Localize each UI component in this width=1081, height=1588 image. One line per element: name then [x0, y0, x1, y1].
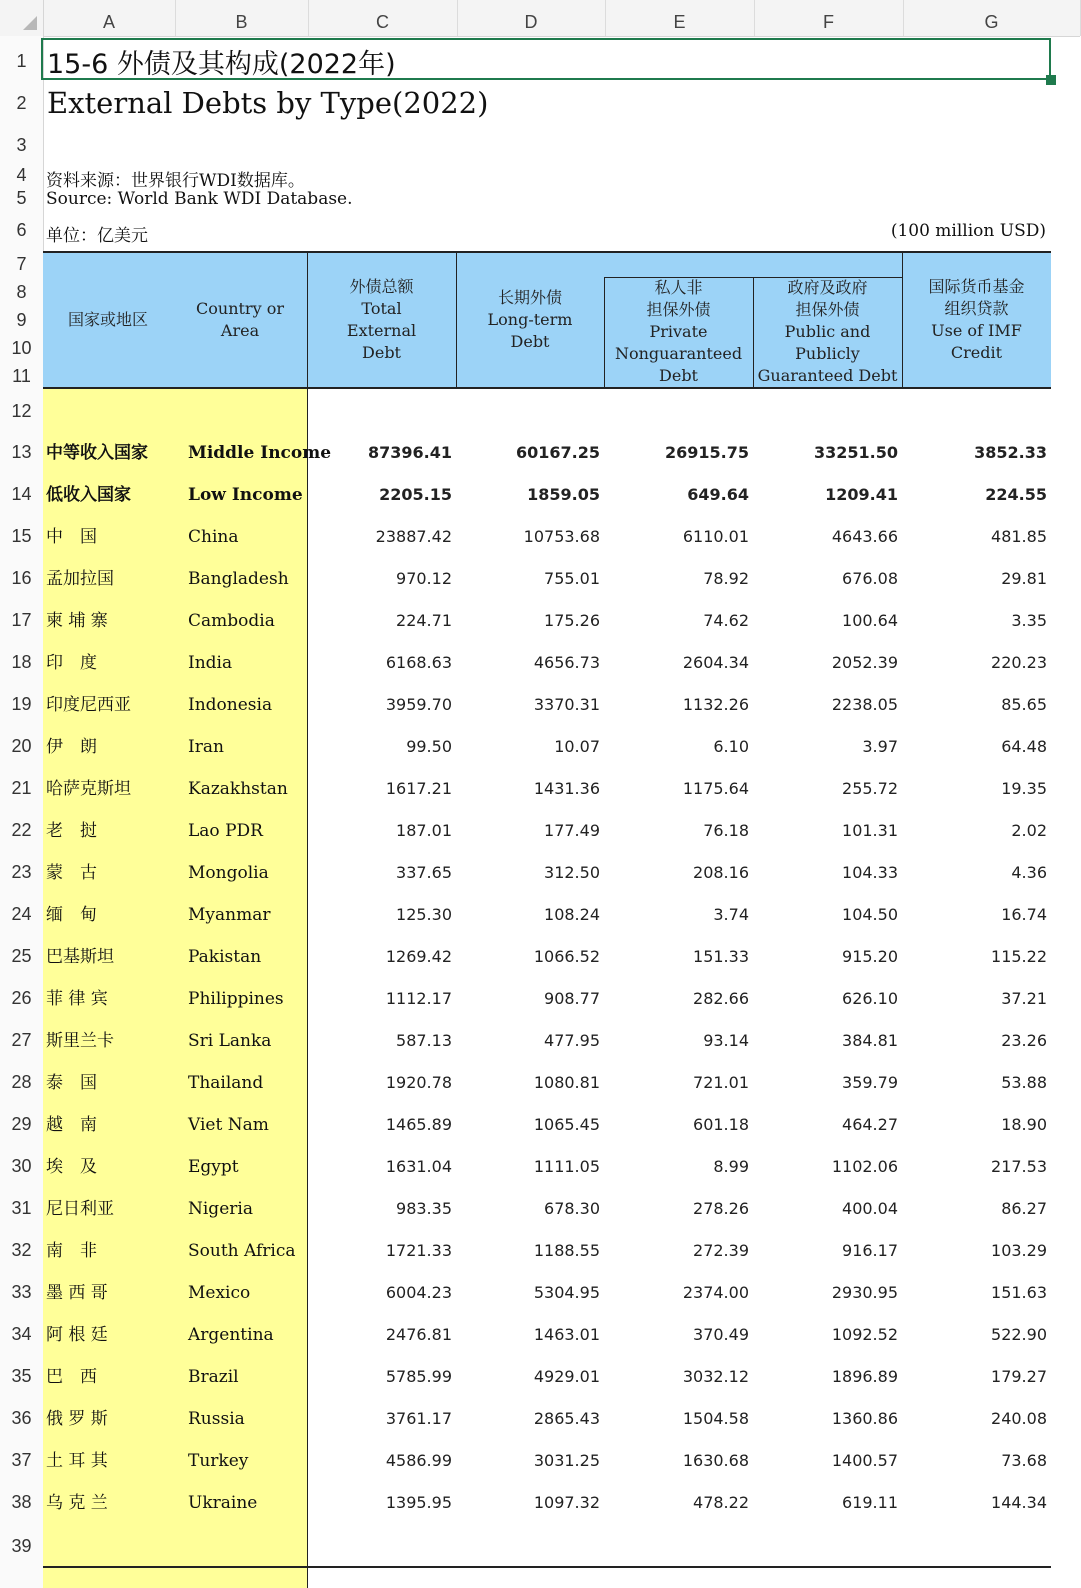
cell-value[interactable]: 1065.45	[533, 1115, 600, 1134]
cell-value[interactable]: 74.62	[703, 611, 749, 630]
cell-value[interactable]: 1269.42	[385, 947, 452, 966]
cell-value[interactable]: 151.63	[991, 1283, 1047, 1302]
header-public-debt: 政府及政府 担保外债 Public and Publicly Guaranteed Debt	[757, 278, 898, 385]
table-row	[43, 1104, 1051, 1146]
cell-country-cn[interactable]: 尼日利亚	[46, 1199, 114, 1219]
cell-country-en[interactable]: Myanmar	[188, 905, 271, 925]
cell-country-cn[interactable]: 印 度	[46, 653, 97, 673]
cell-value[interactable]: 481.85	[991, 527, 1047, 546]
fill-handle[interactable]	[1046, 75, 1056, 85]
cell-country-en[interactable]: Turkey	[188, 1451, 249, 1471]
cell-value[interactable]: 1175.64	[682, 779, 749, 798]
cell-value[interactable]: 721.01	[693, 1073, 749, 1092]
cell-value[interactable]: 1465.89	[385, 1115, 452, 1134]
row-header-26[interactable]: 26	[11, 988, 32, 1008]
table-bottom-border	[43, 1566, 1051, 1568]
row-header-23[interactable]: 23	[11, 862, 32, 882]
cell-value[interactable]: 99.50	[406, 737, 452, 756]
cell-country-en[interactable]: Mexico	[188, 1283, 251, 1303]
row-header-19[interactable]: 19	[11, 694, 32, 714]
cell-value[interactable]: 4929.01	[533, 1367, 600, 1386]
cell-value[interactable]: 1617.21	[385, 779, 452, 798]
cell-value[interactable]: 1360.86	[831, 1409, 898, 1428]
table-row	[43, 1230, 1051, 1272]
header-long-term-debt: 长期外债 Long-term Debt	[487, 288, 573, 351]
cell-country-en[interactable]: Sri Lanka	[188, 1031, 272, 1051]
cell-value[interactable]: 1920.78	[385, 1073, 452, 1092]
cell-value[interactable]: 2476.81	[385, 1325, 452, 1344]
cell-country-cn[interactable]: 老 挝	[46, 821, 97, 841]
cell-value[interactable]: 23887.42	[375, 527, 452, 546]
table-row	[43, 936, 1051, 978]
cell-value[interactable]: 676.08	[842, 569, 898, 588]
cell-value[interactable]: 4586.99	[385, 1451, 452, 1470]
cell-value[interactable]: 78.92	[703, 569, 749, 588]
cell-value[interactable]: 1721.33	[385, 1241, 452, 1260]
table-row	[43, 894, 1051, 936]
cell-value[interactable]: 908.77	[544, 989, 600, 1008]
row-header-38[interactable]: 38	[11, 1492, 32, 1512]
cell-country-en[interactable]: China	[188, 527, 239, 547]
cell-value[interactable]: 2374.00	[682, 1283, 749, 1302]
cell-value[interactable]: 179.27	[991, 1367, 1047, 1386]
cell-value[interactable]: 2.02	[1011, 821, 1047, 840]
cell-value[interactable]: 755.01	[544, 569, 600, 588]
cell-value[interactable]: 3959.70	[385, 695, 452, 714]
row-header-39[interactable]: 39	[11, 1536, 32, 1556]
row-header-6[interactable]: 6	[16, 220, 27, 240]
row-header-14[interactable]: 14	[11, 484, 32, 504]
cell-value[interactable]: 220.23	[991, 653, 1047, 672]
cell-value[interactable]: 6004.23	[385, 1283, 452, 1302]
header-total-debt: 外债总额 Total External Debt	[346, 277, 417, 362]
row-header-21[interactable]: 21	[11, 778, 32, 798]
cell-value[interactable]: 337.65	[396, 863, 452, 882]
cell-country-cn[interactable]: 斯里兰卡	[46, 1031, 114, 1051]
table-row	[43, 1062, 1051, 1104]
header-divider	[456, 253, 457, 387]
cell-value[interactable]: 464.27	[842, 1115, 898, 1134]
cell-value[interactable]: 86.27	[1001, 1199, 1047, 1218]
cell-country-cn[interactable]: 乌 克 兰	[46, 1493, 108, 1513]
table-row	[43, 726, 1051, 768]
row-header-22[interactable]: 22	[11, 820, 32, 840]
cell-country-cn[interactable]: 孟加拉国	[46, 569, 114, 589]
cell-value[interactable]: 10.07	[554, 737, 600, 756]
table-row	[43, 1272, 1051, 1314]
cell-country-cn[interactable]: 越 南	[46, 1115, 97, 1135]
cell-value[interactable]: 1400.57	[831, 1451, 898, 1470]
cell-value[interactable]: 26915.75	[664, 443, 749, 462]
header-divider	[604, 277, 605, 387]
cell-country-en[interactable]: Ukraine	[188, 1493, 258, 1513]
cell-value[interactable]: 115.22	[991, 947, 1047, 966]
header-divider	[307, 253, 308, 387]
row-header-25[interactable]: 25	[11, 946, 32, 966]
cell-country-cn[interactable]: 墨 西 哥	[46, 1283, 108, 1303]
cell-value[interactable]: 3761.17	[385, 1409, 452, 1428]
row-header-12[interactable]: 12	[11, 401, 32, 421]
cell-value[interactable]: 175.26	[544, 611, 600, 630]
table-row	[43, 810, 1051, 852]
table-row	[43, 768, 1051, 810]
cell-value[interactable]: 104.33	[842, 863, 898, 882]
cell-country-en[interactable]: Bangladesh	[188, 569, 289, 589]
title-english: External Debts by Type(2022)	[47, 86, 489, 120]
cell-value[interactable]: 23.26	[1001, 1031, 1047, 1050]
column-header-e[interactable]: E	[605, 0, 755, 36]
cell-value[interactable]: 1092.52	[831, 1325, 898, 1344]
cell-value[interactable]: 1080.81	[533, 1073, 600, 1092]
table-row	[43, 1440, 1051, 1482]
cell-value[interactable]: 1132.26	[682, 695, 749, 714]
row-header-15[interactable]: 15	[11, 526, 32, 546]
header-private-debt: 私人非 担保外债 Private Nonguaranteed Debt	[614, 278, 743, 385]
cell-country-en[interactable]: Nigeria	[188, 1199, 253, 1219]
cell-value[interactable]: 1188.55	[533, 1241, 600, 1260]
cell-value[interactable]: 151.33	[693, 947, 749, 966]
cell-value[interactable]: 477.95	[544, 1031, 600, 1050]
cell-value[interactable]: 2238.05	[831, 695, 898, 714]
row-header-18[interactable]: 18	[11, 652, 32, 672]
cell-value[interactable]: 187.01	[396, 821, 452, 840]
cell-country-cn[interactable]: 土 耳 其	[46, 1451, 108, 1471]
cell-country-cn[interactable]: 埃 及	[46, 1157, 97, 1177]
cell-country-en[interactable]: Indonesia	[188, 695, 273, 715]
cell-country-cn[interactable]: 柬 埔 寨	[46, 611, 108, 631]
row-header-3[interactable]: 3	[16, 135, 27, 155]
source-chinese: 资料来源：世界银行WDI数据库。	[46, 171, 305, 191]
cell-country-en[interactable]: India	[188, 653, 233, 673]
cell-value[interactable]: 224.71	[396, 611, 452, 630]
cell-value[interactable]: 4.36	[1011, 863, 1047, 882]
row-header-36[interactable]: 36	[11, 1408, 32, 1428]
cell-value[interactable]: 87396.41	[367, 443, 452, 462]
cell-country-en[interactable]: Pakistan	[188, 947, 262, 967]
cell-value[interactable]: 3370.31	[533, 695, 600, 714]
row-header-20[interactable]: 20	[11, 736, 32, 756]
cell-value[interactable]: 370.49	[693, 1325, 749, 1344]
row-header-28[interactable]: 28	[11, 1072, 32, 1092]
cell-value[interactable]: 619.11	[842, 1493, 898, 1512]
cell-value[interactable]: 144.34	[991, 1493, 1047, 1512]
row-header-35[interactable]: 35	[11, 1366, 32, 1386]
cell-country-en[interactable]: Low Income	[188, 485, 303, 505]
table-row	[43, 1188, 1051, 1230]
table-row	[43, 600, 1051, 642]
row-header-4[interactable]: 4	[16, 165, 27, 185]
cell-value[interactable]: 1859.05	[527, 485, 600, 504]
column-header-g[interactable]: G	[903, 0, 1081, 36]
cell-country-en[interactable]: Iran	[188, 737, 224, 757]
cell-country-cn[interactable]: 俄 罗 斯	[46, 1409, 108, 1429]
column-header-f[interactable]: F	[754, 0, 904, 36]
cell-value[interactable]: 1097.32	[533, 1493, 600, 1512]
cell-country-cn[interactable]: 伊 朗	[46, 737, 97, 757]
table-row	[43, 1356, 1051, 1398]
cell-country-cn[interactable]: 低收入国家	[46, 485, 131, 505]
cell-value[interactable]: 359.79	[842, 1073, 898, 1092]
row-header-11[interactable]: 11	[12, 366, 31, 386]
cell-value[interactable]: 53.88	[1001, 1073, 1047, 1092]
table-row	[43, 1146, 1051, 1188]
row-header-1[interactable]: 1	[16, 51, 27, 71]
cell-country-cn[interactable]: 巴 西	[46, 1367, 97, 1387]
cell-value[interactable]: 3.97	[862, 737, 898, 756]
unit-english: (100 million USD)	[890, 221, 1046, 241]
cell-value[interactable]: 101.31	[842, 821, 898, 840]
cell-value[interactable]: 1631.04	[385, 1157, 452, 1176]
cell-value[interactable]: 103.29	[991, 1241, 1047, 1260]
cell-value[interactable]: 1463.01	[533, 1325, 600, 1344]
column-header-c[interactable]: C	[308, 0, 458, 36]
cell-country-cn[interactable]: 巴基斯坦	[46, 947, 114, 967]
cell-country-en[interactable]: Philippines	[188, 989, 284, 1009]
row-header-27[interactable]: 27	[11, 1030, 32, 1050]
cell-value[interactable]: 224.55	[985, 485, 1047, 504]
table-row	[43, 474, 1051, 516]
cell-country-cn[interactable]: 蒙 古	[46, 863, 97, 883]
cell-value[interactable]: 4656.73	[533, 653, 600, 672]
row-header-30[interactable]: 30	[11, 1156, 32, 1176]
cell-country-en[interactable]: Mongolia	[188, 863, 269, 883]
cell-value[interactable]: 587.13	[396, 1031, 452, 1050]
cell-value[interactable]: 1630.68	[682, 1451, 749, 1470]
cell-value[interactable]: 37.21	[1001, 989, 1047, 1008]
cell-value[interactable]: 6.10	[713, 737, 749, 756]
row-header-5[interactable]: 5	[16, 188, 27, 208]
cell-country-cn[interactable]: 缅 甸	[46, 905, 97, 925]
cell-value[interactable]: 104.50	[842, 905, 898, 924]
cell-value[interactable]: 1209.41	[825, 485, 898, 504]
cell-country-en[interactable]: Cambodia	[188, 611, 275, 631]
row-header-34[interactable]: 34	[11, 1324, 32, 1344]
row-header-13[interactable]: 13	[11, 442, 32, 462]
cell-value[interactable]: 1102.06	[831, 1157, 898, 1176]
cell-value[interactable]: 1395.95	[385, 1493, 452, 1512]
row-header-10[interactable]: 10	[11, 338, 32, 358]
cell-country-cn[interactable]: 泰 国	[46, 1073, 97, 1093]
row-header-17[interactable]: 17	[11, 610, 32, 630]
row-header-32[interactable]: 32	[11, 1240, 32, 1260]
cell-value[interactable]: 240.08	[991, 1409, 1047, 1428]
select-all-icon	[23, 16, 37, 30]
cell-value[interactable]: 6110.01	[682, 527, 749, 546]
cell-value[interactable]: 108.24	[544, 905, 600, 924]
cell-value[interactable]: 100.64	[842, 611, 898, 630]
table-row	[43, 642, 1051, 684]
column-header-b[interactable]: B	[175, 0, 309, 36]
cell-value[interactable]: 649.64	[687, 485, 749, 504]
cell-value[interactable]: 282.66	[693, 989, 749, 1008]
cell-value[interactable]: 3852.33	[974, 443, 1047, 462]
cell-country-cn[interactable]: 南 非	[46, 1241, 97, 1261]
header-imf-credit: 国际货币基金 组织贷款 Use of IMF Credit	[928, 277, 1025, 362]
row-header-7[interactable]: 7	[16, 254, 27, 274]
cell-value[interactable]: 5304.95	[533, 1283, 600, 1302]
cell-value[interactable]: 3031.25	[533, 1451, 600, 1470]
table-row	[43, 978, 1051, 1020]
row-header-31[interactable]: 31	[11, 1198, 32, 1218]
row-header-29[interactable]: 29	[11, 1114, 32, 1134]
select-all-corner[interactable]	[0, 0, 44, 36]
cell-value[interactable]: 33251.50	[813, 443, 898, 462]
cell-value[interactable]: 400.04	[842, 1199, 898, 1218]
table-row	[43, 1314, 1051, 1356]
source-english: Source: World Bank WDI Database.	[46, 189, 353, 209]
cell-value[interactable]: 2930.95	[831, 1283, 898, 1302]
cell-value[interactable]: 1066.52	[533, 947, 600, 966]
cell-country-en[interactable]: Argentina	[188, 1325, 274, 1345]
cell-value[interactable]: 1504.58	[682, 1409, 749, 1428]
cell-country-en[interactable]: Brazil	[188, 1367, 239, 1387]
cell-country-en[interactable]: Kazakhstan	[188, 779, 288, 799]
column-header-a[interactable]: A	[43, 0, 176, 36]
row-header-24[interactable]: 24	[11, 904, 32, 924]
cell-value[interactable]: 2205.15	[379, 485, 452, 504]
cell-value[interactable]: 29.81	[1001, 569, 1047, 588]
cell-value[interactable]: 3.74	[713, 905, 749, 924]
cell-value[interactable]: 16.74	[1001, 905, 1047, 924]
header-country-en: Country or Area	[196, 299, 284, 340]
cell-value[interactable]: 1112.17	[385, 989, 452, 1008]
table-row	[43, 432, 1051, 474]
row-header-2[interactable]: 2	[16, 93, 27, 113]
cell-value[interactable]: 19.35	[1001, 779, 1047, 798]
cell-country-cn[interactable]: 阿 根 廷	[46, 1325, 108, 1345]
cell-country-en[interactable]: Viet Nam	[188, 1115, 269, 1135]
cell-value[interactable]: 76.18	[703, 821, 749, 840]
cell-value[interactable]: 208.16	[693, 863, 749, 882]
cell-country-en[interactable]: Middle Income	[188, 443, 332, 463]
cell-country-en[interactable]: South Africa	[188, 1241, 296, 1261]
unit-chinese: 单位：亿美元	[46, 226, 148, 246]
cell-value[interactable]: 916.17	[842, 1241, 898, 1260]
column-header-d[interactable]: D	[457, 0, 606, 36]
cell-country-en[interactable]: Thailand	[188, 1073, 264, 1093]
cell-value[interactable]: 6168.63	[385, 653, 452, 672]
table-row	[43, 516, 1051, 558]
cell-value[interactable]: 93.14	[703, 1031, 749, 1050]
table-row	[43, 852, 1051, 894]
cell-country-cn[interactable]: 中等收入国家	[46, 443, 148, 463]
cell-value[interactable]: 3.35	[1011, 611, 1047, 630]
header-divider	[902, 253, 903, 387]
cell-value[interactable]: 678.30	[544, 1199, 600, 1218]
row-header-8[interactable]: 8	[16, 282, 27, 302]
header-subgroup-line	[604, 277, 902, 278]
cell-value[interactable]: 10753.68	[523, 527, 600, 546]
cell-value[interactable]: 18.90	[1001, 1115, 1047, 1134]
cell-value[interactable]: 64.48	[1001, 737, 1047, 756]
cell-value[interactable]: 970.12	[396, 569, 452, 588]
row-header-16[interactable]: 16	[11, 568, 32, 588]
cell-country-cn[interactable]: 中 国	[46, 527, 97, 547]
cell-value[interactable]: 125.30	[396, 905, 452, 924]
cell-value[interactable]: 1431.36	[533, 779, 600, 798]
cell-value[interactable]: 255.72	[842, 779, 898, 798]
cell-country-en[interactable]: Lao PDR	[188, 821, 263, 841]
cell-value[interactable]: 1896.89	[831, 1367, 898, 1386]
cell-country-cn[interactable]: 菲 律 宾	[46, 989, 108, 1009]
cell-country-en[interactable]: Russia	[188, 1409, 245, 1429]
table-row	[43, 1020, 1051, 1062]
cell-value[interactable]: 626.10	[842, 989, 898, 1008]
cell-value[interactable]: 177.49	[544, 821, 600, 840]
cell-value[interactable]: 2052.39	[831, 653, 898, 672]
row-header-33[interactable]: 33	[11, 1282, 32, 1302]
table-row	[43, 684, 1051, 726]
cell-value[interactable]: 278.26	[693, 1199, 749, 1218]
table-row	[43, 1482, 1051, 1524]
cell-value[interactable]: 217.53	[991, 1157, 1047, 1176]
cell-value[interactable]: 915.20	[842, 947, 898, 966]
cell-value[interactable]: 312.50	[544, 863, 600, 882]
table-row	[43, 558, 1051, 600]
cell-value[interactable]: 1111.05	[533, 1157, 600, 1176]
cell-country-cn[interactable]: 哈萨克斯坦	[46, 779, 131, 799]
cell-value[interactable]: 3032.12	[682, 1367, 749, 1386]
cell-country-en[interactable]: Egypt	[188, 1157, 239, 1177]
title-chinese: 15-6 外债及其构成(2022年)	[47, 49, 396, 80]
cell-value[interactable]: 384.81	[842, 1031, 898, 1050]
table-row	[43, 1398, 1051, 1440]
cell-value[interactable]: 983.35	[396, 1199, 452, 1218]
cell-value[interactable]: 8.99	[713, 1157, 749, 1176]
row-header-9[interactable]: 9	[16, 310, 27, 330]
cell-value[interactable]: 2604.34	[682, 653, 749, 672]
table-header	[43, 251, 1051, 389]
cell-country-cn[interactable]: 印度尼西亚	[46, 695, 131, 715]
cell-value[interactable]: 60167.25	[515, 443, 600, 462]
row-header-37[interactable]: 37	[11, 1450, 32, 1470]
cell-value[interactable]: 5785.99	[385, 1367, 452, 1386]
header-country-cn: 国家或地区	[67, 310, 148, 329]
cell-value[interactable]: 2865.43	[533, 1409, 600, 1428]
cell-value[interactable]: 522.90	[991, 1325, 1047, 1344]
cell-value[interactable]: 4643.66	[831, 527, 898, 546]
header-divider	[753, 277, 754, 387]
cell-value[interactable]: 85.65	[1001, 695, 1047, 714]
cell-value[interactable]: 73.68	[1001, 1451, 1047, 1470]
cell-value[interactable]: 478.22	[693, 1493, 749, 1512]
cell-value[interactable]: 272.39	[693, 1241, 749, 1260]
cell-value[interactable]: 601.18	[693, 1115, 749, 1134]
